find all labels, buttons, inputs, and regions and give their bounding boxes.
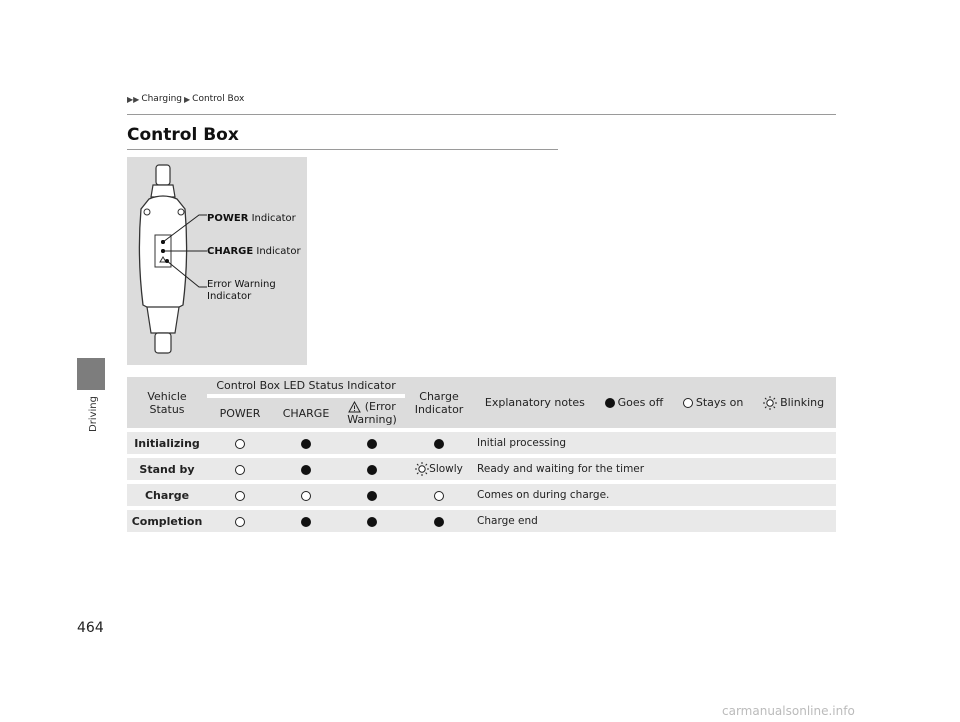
section-tab <box>77 358 105 390</box>
power-state <box>207 458 273 480</box>
control-box-drawing <box>127 157 307 365</box>
error-warning-callout: Error Warning Indicator <box>207 279 276 302</box>
open-circle-icon <box>301 491 311 501</box>
breadcrumb-item[interactable]: Control Box <box>192 94 245 104</box>
error-state <box>339 458 405 480</box>
power-col-header: POWER <box>207 398 273 428</box>
row-note: Comes on during charge. <box>473 484 836 506</box>
breadcrumb <box>127 94 244 104</box>
error-state <box>339 432 405 454</box>
breadcrumb-arrow-icon: ▶ <box>184 94 191 104</box>
open-circle-icon <box>235 465 245 475</box>
filled-circle-icon <box>301 465 311 475</box>
charge-indicator-state <box>405 432 473 454</box>
row-status: Initializing <box>127 432 207 454</box>
charge-indicator-callout: CHARGE Indicator <box>207 246 301 257</box>
charge-indicator-state <box>405 484 473 506</box>
row-note: Initial processing <box>473 432 836 454</box>
row-note: Ready and waiting for the timer <box>473 458 836 480</box>
title-divider <box>127 149 558 150</box>
filled-circle-icon <box>367 465 377 475</box>
section-label: Driving <box>88 396 99 432</box>
legend-blink: Blinking <box>763 396 824 410</box>
legend-off: Goes off <box>605 396 664 409</box>
breadcrumb-arrow-icon: ▶▶ <box>127 94 140 104</box>
table-row <box>127 484 836 506</box>
charge-col-header: CHARGE <box>273 398 339 428</box>
blinking-icon <box>763 396 777 410</box>
watermark: carmanualsonline.info <box>722 704 855 718</box>
charge-state <box>273 510 339 532</box>
row-status: Stand by <box>127 458 207 480</box>
row-note: Charge end <box>473 510 836 532</box>
filled-circle-icon <box>367 439 377 449</box>
blinking-icon <box>415 462 429 476</box>
filled-circle-icon <box>301 439 311 449</box>
charge-state <box>273 432 339 454</box>
led-group-header: Control Box LED Status Indicator <box>207 377 405 394</box>
breadcrumb-item[interactable]: Charging <box>141 94 182 104</box>
header-divider <box>127 114 836 115</box>
charge-indicator-state <box>405 510 473 532</box>
open-circle-icon <box>235 491 245 501</box>
charge-indicator-state: Slowly <box>405 458 473 480</box>
notes-header <box>473 377 836 428</box>
charge-state <box>273 458 339 480</box>
power-indicator-callout: POWER Indicator <box>207 213 296 224</box>
row-status: Charge <box>127 484 207 506</box>
vehicle-status-header: Vehicle Status <box>127 377 207 428</box>
power-state <box>207 484 273 506</box>
led-status-table <box>127 373 836 536</box>
open-circle-icon <box>434 491 444 501</box>
filled-circle-icon <box>301 517 311 527</box>
table-row <box>127 510 836 532</box>
power-state <box>207 432 273 454</box>
error-col-header: (Error Warning) <box>339 398 405 428</box>
error-state <box>339 510 405 532</box>
filled-circle-icon <box>367 517 377 527</box>
open-circle-icon <box>235 517 245 527</box>
filled-circle-icon <box>434 517 444 527</box>
legend-on: Stays on <box>683 396 743 409</box>
control-box-illustration <box>127 157 307 365</box>
page-number: 464 <box>77 620 104 636</box>
power-state <box>207 510 273 532</box>
table-row <box>127 458 836 480</box>
warning-triangle-icon <box>348 401 361 413</box>
page-title: Control Box <box>127 125 239 145</box>
charge-indicator-header: Charge Indicator <box>405 377 473 428</box>
row-status: Completion <box>127 510 207 532</box>
filled-circle-icon <box>605 398 615 408</box>
error-state <box>339 484 405 506</box>
filled-circle-icon <box>434 439 444 449</box>
open-circle-icon <box>235 439 245 449</box>
notes-label: Explanatory notes <box>484 396 585 409</box>
open-circle-icon <box>683 398 693 408</box>
filled-circle-icon <box>367 491 377 501</box>
table-row <box>127 432 836 454</box>
charge-state <box>273 484 339 506</box>
